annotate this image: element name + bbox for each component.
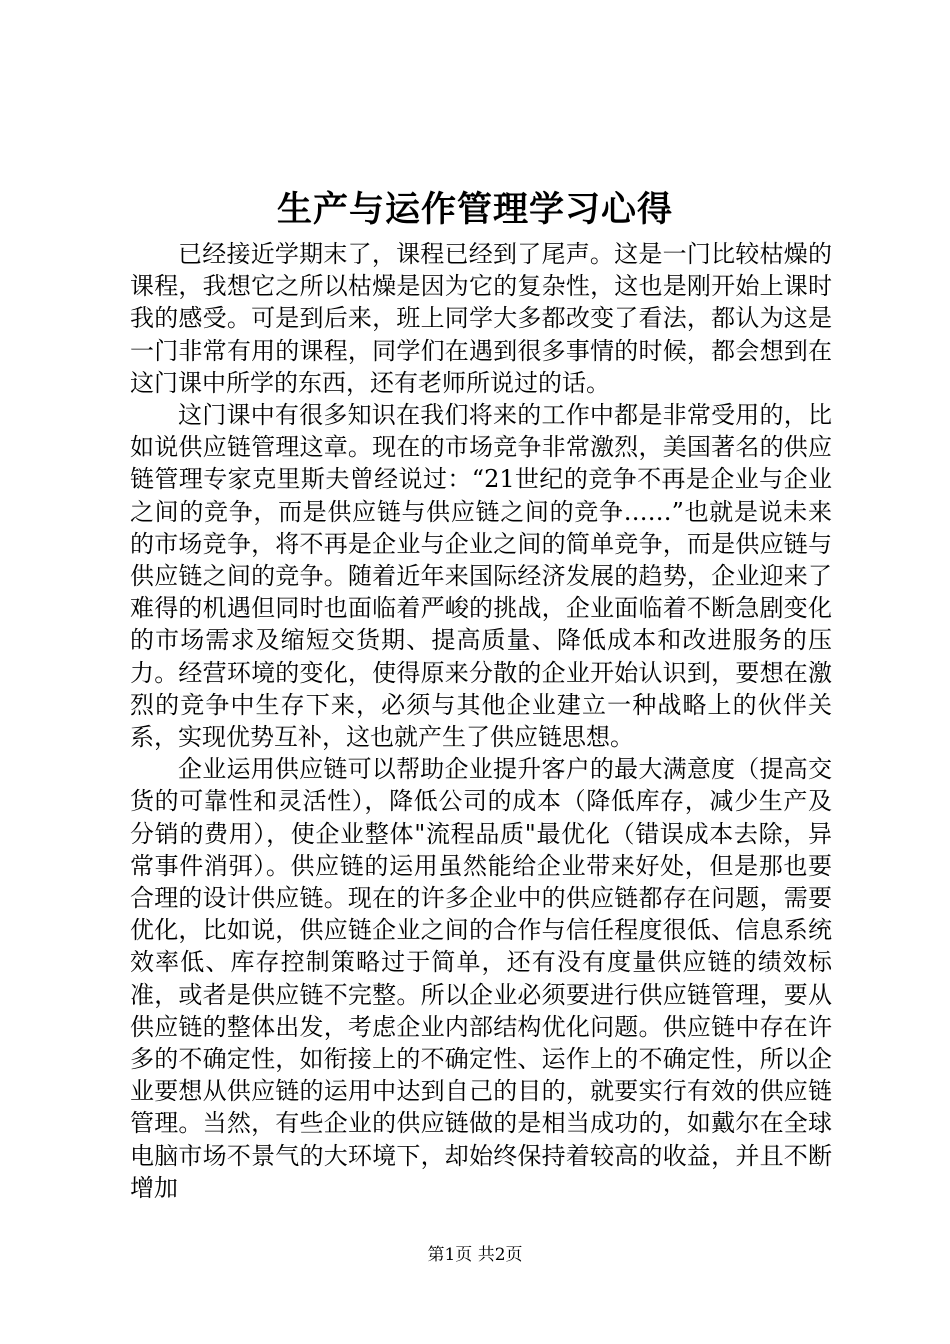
- paragraph-1: 已经接近学期末了，课程已经到了尾声。这是一门比较枯燥的课程，我想它之所以枯燥是因为它的复杂性，这也是刚开始上课时我的感受。可是到后来，班上同学大多都改变了看法，都认为这是一门非常有用的课程，同学们在遇到很多事情的时候，都会想到在这门课中所学的东西，还有老师所说过的话。: [130, 240, 832, 397]
- paragraph-2: 这门课中有很多知识在我们将来的工作中都是非常受用的，比如说供应链管理这章。现在的市场竞争非常激烈，美国著名的供应链管理专家克里斯夫曾经说过：“21世纪的竞争不再是企业与企业之间的竞争，而是供应链与供应链之间的竞争……”也就是说未来的市场竞争，将不再是企业与企业之间的简单竞争，而是供应链与供应链之间的竞争。随着近年来国际经济发展的趋势，企业迎来了难得的机遇但同时也面临着严峻的挑战，企业面临着不断急剧变化的市场需求及缩短交货期、提高质量、降低成本和改进服务的压力。经营环境的变化，使得原来分散的企业开始认识到，要想在激烈的竞争中生存下来，必须与其他企业建立一种战略上的伙伴关系，实现优势互补，这也就产生了供应链思想。: [130, 401, 832, 752]
- document-title: 生产与运作管理学习心得: [276, 189, 673, 230]
- paragraph-3: 企业运用供应链可以帮助企业提升客户的最大满意度（提高交货的可靠性和灵活性），降低公司的成本（降低库存，减少生产及分销的费用），使企业整体"流程品质"最优化（错误成本去除，异常事件消弭）。供应链的运用虽然能给企业带来好处，但是那也要合理的设计供应链。现在的许多企业中的供应链都存在问题，需要优化，比如说，供应链企业之间的合作与信任程度很低、信息系统效率低、库存控制策略过于简单，还有没有度量供应链的绩效标准，或者是供应链不完整。所以企业必须要进行供应链管理，要从供应链的整体出发，考虑企业内部结构优化问题。供应链中存在许多的不确定性，如衔接上的不确定性、运作上的不确定性，所以企业要想从供应链的运用中达到自己的目的，就要实行有效的供应链管理。当然，有些企业的供应链做的是相当成功的，如戴尔在全球电脑市场不景气的大环境下，却始终保持着较高的收益，并且不断增加: [130, 755, 832, 1202]
- document-body: [130, 238, 832, 1204]
- page-number-footer: 第1页 共2页: [427, 1245, 523, 1265]
